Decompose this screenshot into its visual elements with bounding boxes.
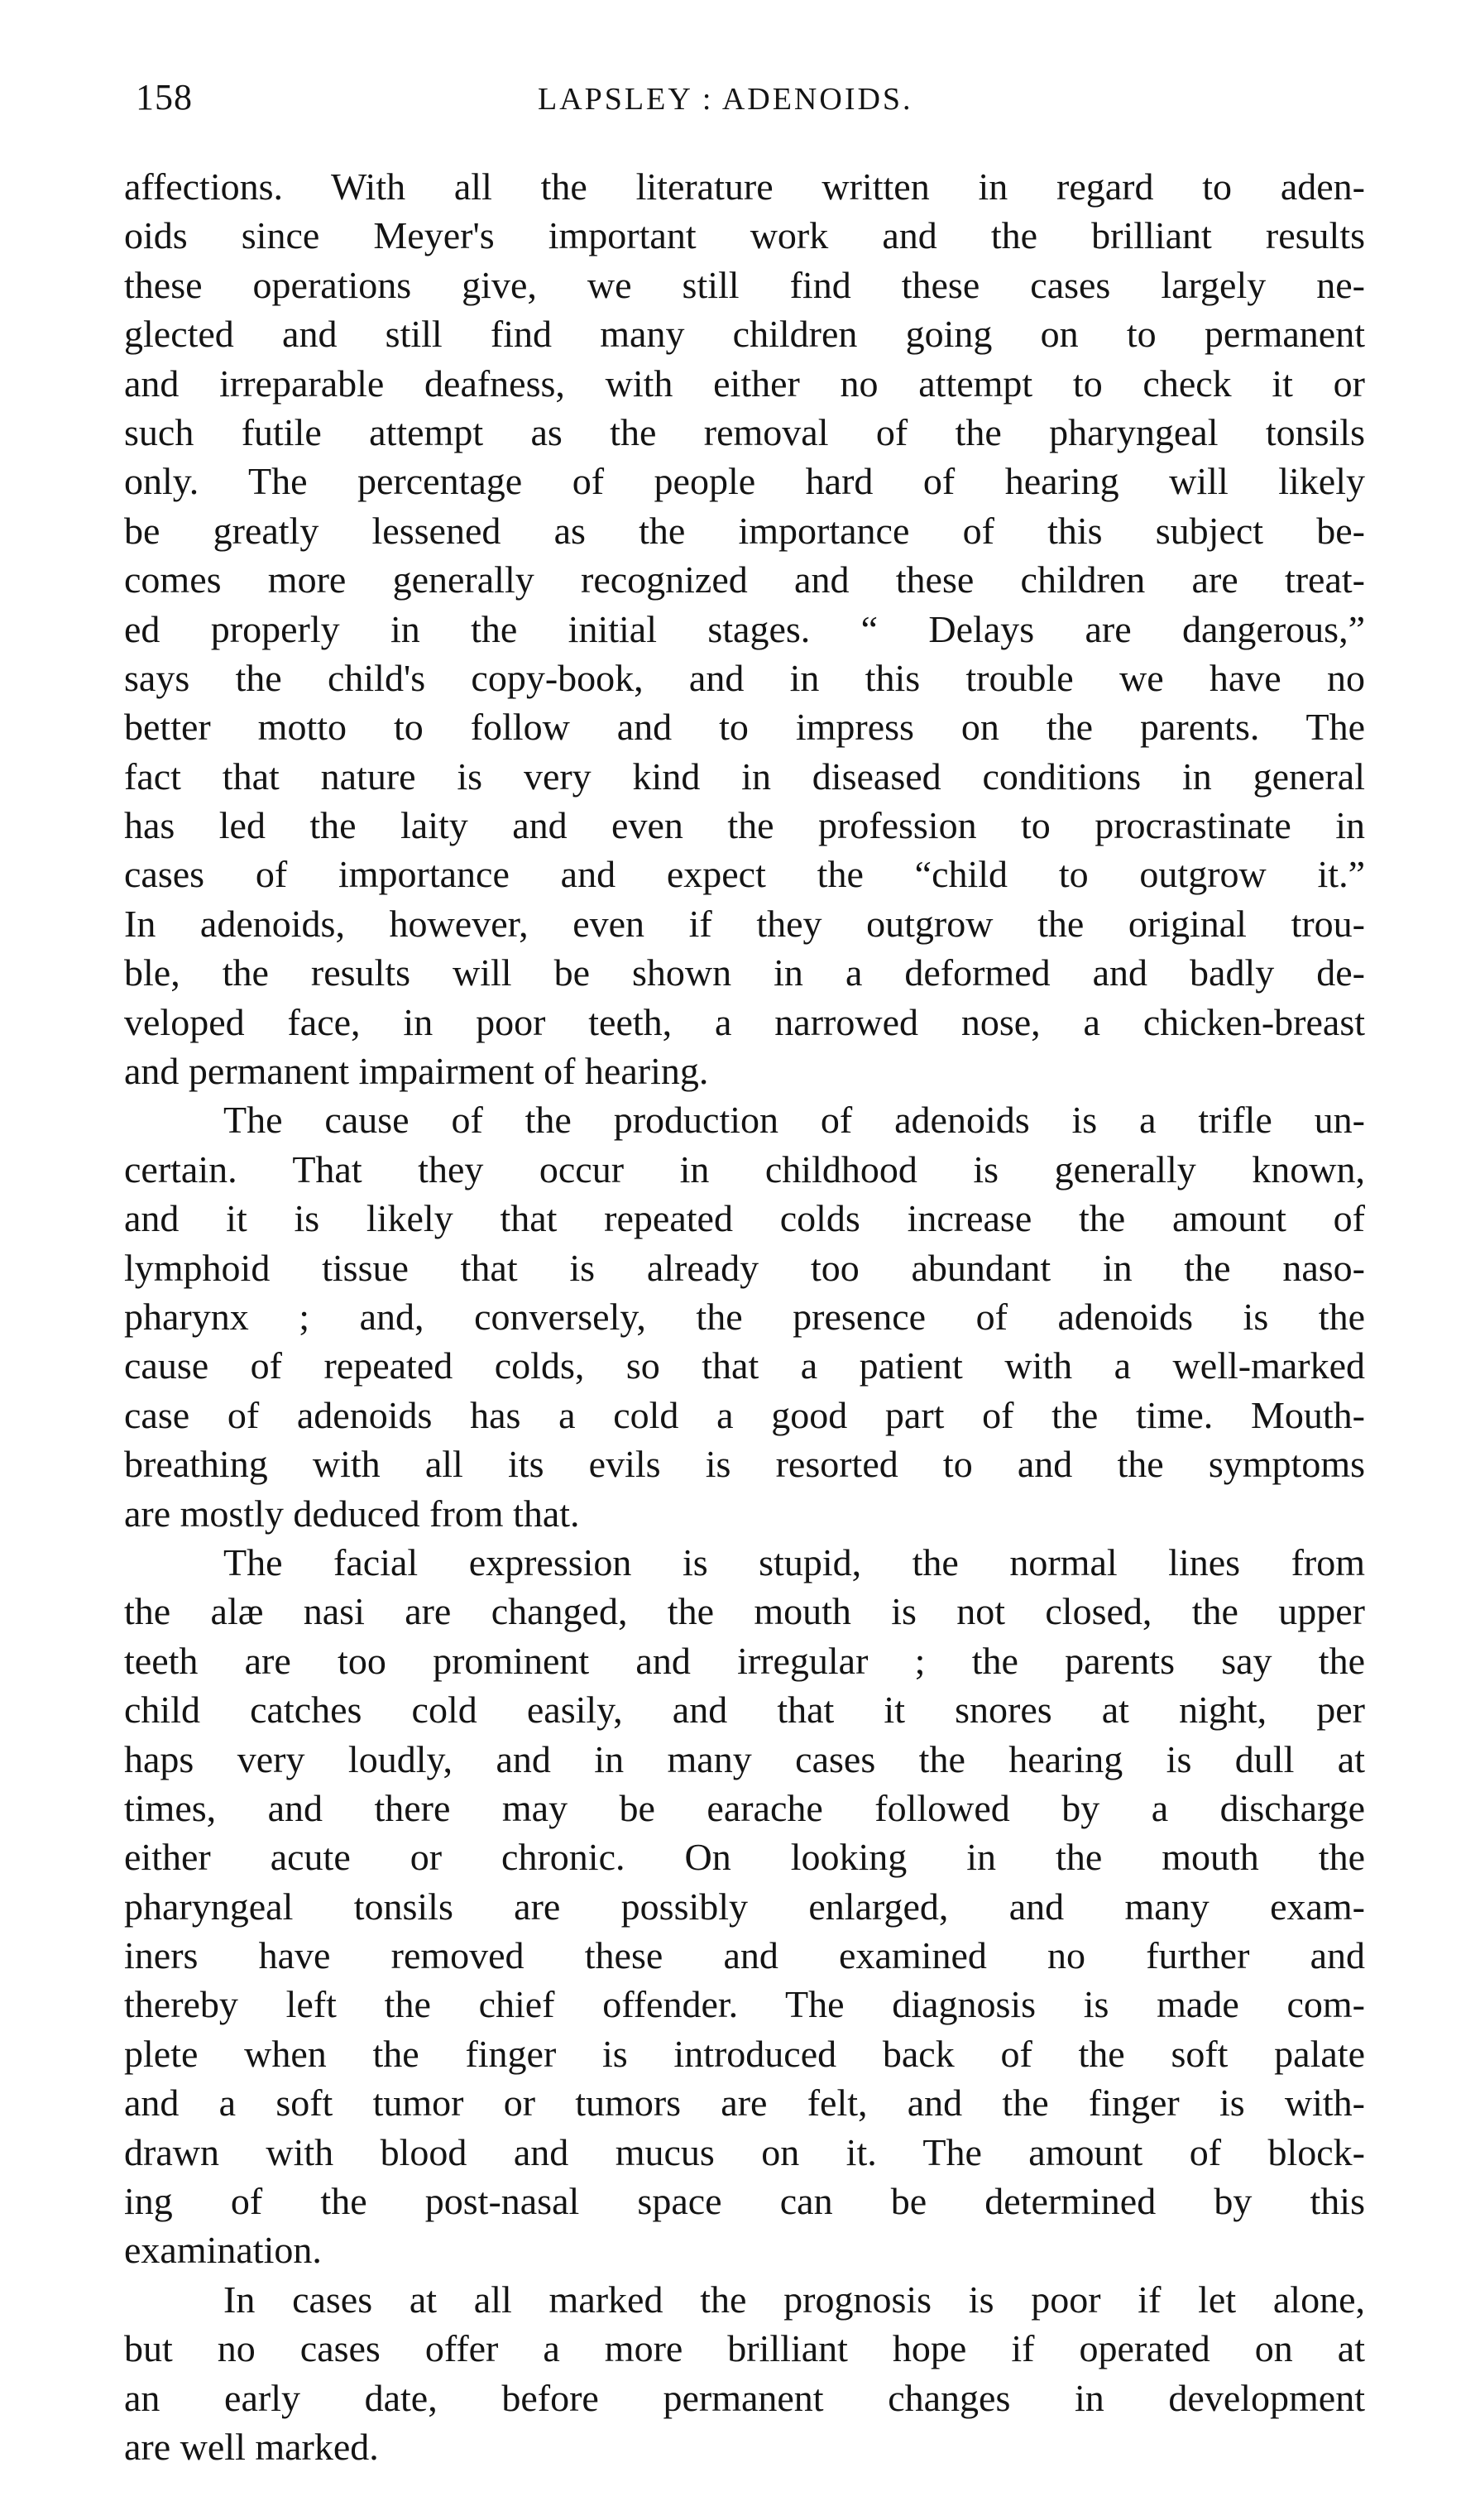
text-line: the alæ nasi are changed, the mouth is not closed, the upper [124,1590,1365,1633]
text-line: The cause of the production of adenoids is a trifle un- [223,1099,1365,1142]
text-line: pharyngeal tonsils are possibly enlarged, and many exam- [124,1885,1365,1928]
page-header [124,76,1365,126]
text-line: only. The percentage of people hard of hearing will likely [124,460,1365,503]
text-line: ble, the results will be shown in a deformed and badly de- [124,951,1365,994]
text-line: pharynx ; and, conversely, the presence of adenoids is the [124,1295,1365,1338]
text-line: has led the laity and even the profession to procrastinate in [124,804,1365,847]
text-line: and permanent impairment of hearing. [124,1050,709,1093]
text-line: certain. That they occur in childhood is generally known, [124,1147,1365,1191]
text-line: times, and there may be earache followed by a discharge [124,1786,1365,1829]
text-line: In adenoids, however, even if they outgrow the original trou- [124,902,1365,945]
text-line: fact that nature is very kind in diseased conditions in general [124,755,1365,798]
running-head: LAPSLEY : ADENOIDS. [538,82,913,117]
text-line: are well marked. [124,2425,379,2468]
text-line: case of adenoids has a cold a good part of the time. Mouth- [124,1393,1365,1436]
text-line: lymphoid tissue that is already too abundant in the naso- [124,1246,1365,1289]
text-line: breathing with all its evils is resorted to and the symptoms [124,1443,1365,1486]
text-line: better motto to follow and to impress on the parents. The [124,706,1365,749]
text-line: teeth are too prominent and irregular ; the parents say the [124,1639,1365,1682]
text-line: haps very loudly, and in many cases the hearing is dull at [124,1737,1365,1780]
text-line: examination. [124,2229,322,2272]
text-line: but no cases offer a more brilliant hope if operated on at [124,2327,1365,2370]
paragraph-1 [124,162,1365,1095]
text-line: says the child's copy-book, and in this trouble we have no [124,656,1365,699]
text-line: The facial expression is stupid, the normal lines from [223,1540,1365,1583]
text-line: drawn with blood and mucus on it. The amount of block- [124,2130,1365,2173]
text-line: such futile attempt as the removal of the pharyngeal tonsils [124,410,1365,453]
text-line: an early date, before permanent changes in development [124,2376,1365,2419]
text-line: plete when the finger is introduced back of the soft palate [124,2032,1365,2075]
body-text [124,162,1365,2471]
text-line: are mostly deduced from that. [124,1492,580,1535]
text-line: and it is likely that repeated colds increase the amount of [124,1197,1365,1240]
text-line: and a soft tumor or tumors are felt, and the finger is with- [124,2082,1365,2125]
paragraph-2 [124,1095,1365,1538]
text-line: be greatly lessened as the importance of this subject be- [124,509,1365,552]
text-line: ing of the post-nasal space can be determined by this [124,2180,1365,2223]
text-line: affections. With all the literature written in regard to aden- [124,165,1365,208]
text-line: comes more generally recognized and these children are treat- [124,558,1365,601]
page-number: 158 [136,77,193,117]
text-line: either acute or chronic. On looking in the mouth the [124,1836,1365,1879]
text-line: cause of repeated colds, so that a patient with a well-marked [124,1344,1365,1387]
text-line: iners have removed these and examined no further and [124,1934,1365,1977]
text-line: cases of importance and expect the “child to outgrow it.” [124,853,1365,896]
paragraph-3 [124,1538,1365,2275]
text-line: In cases at all marked the prognosis is poor if let alone, [223,2278,1365,2321]
text-line: oids since Meyer's important work and the brilliant results [124,214,1365,257]
text-line: and irreparable deafness, with either no attempt to check it or [124,362,1365,405]
text-line: these operations give, we still find these cases largely ne- [124,263,1365,306]
text-line: child catches cold easily, and that it snores at night, per [124,1689,1365,1732]
text-line: ed properly in the initial stages. “ Delays are dangerous,” [124,607,1365,650]
paragraph-4 [124,2275,1365,2472]
text-line: glected and still find many children going on to permanent [124,313,1365,356]
text-line: thereby left the chief offender. The diagnosis is made com- [124,1983,1365,2026]
text-line: veloped face, in poor teeth, a narrowed nose, a chicken-breast [124,1000,1365,1043]
